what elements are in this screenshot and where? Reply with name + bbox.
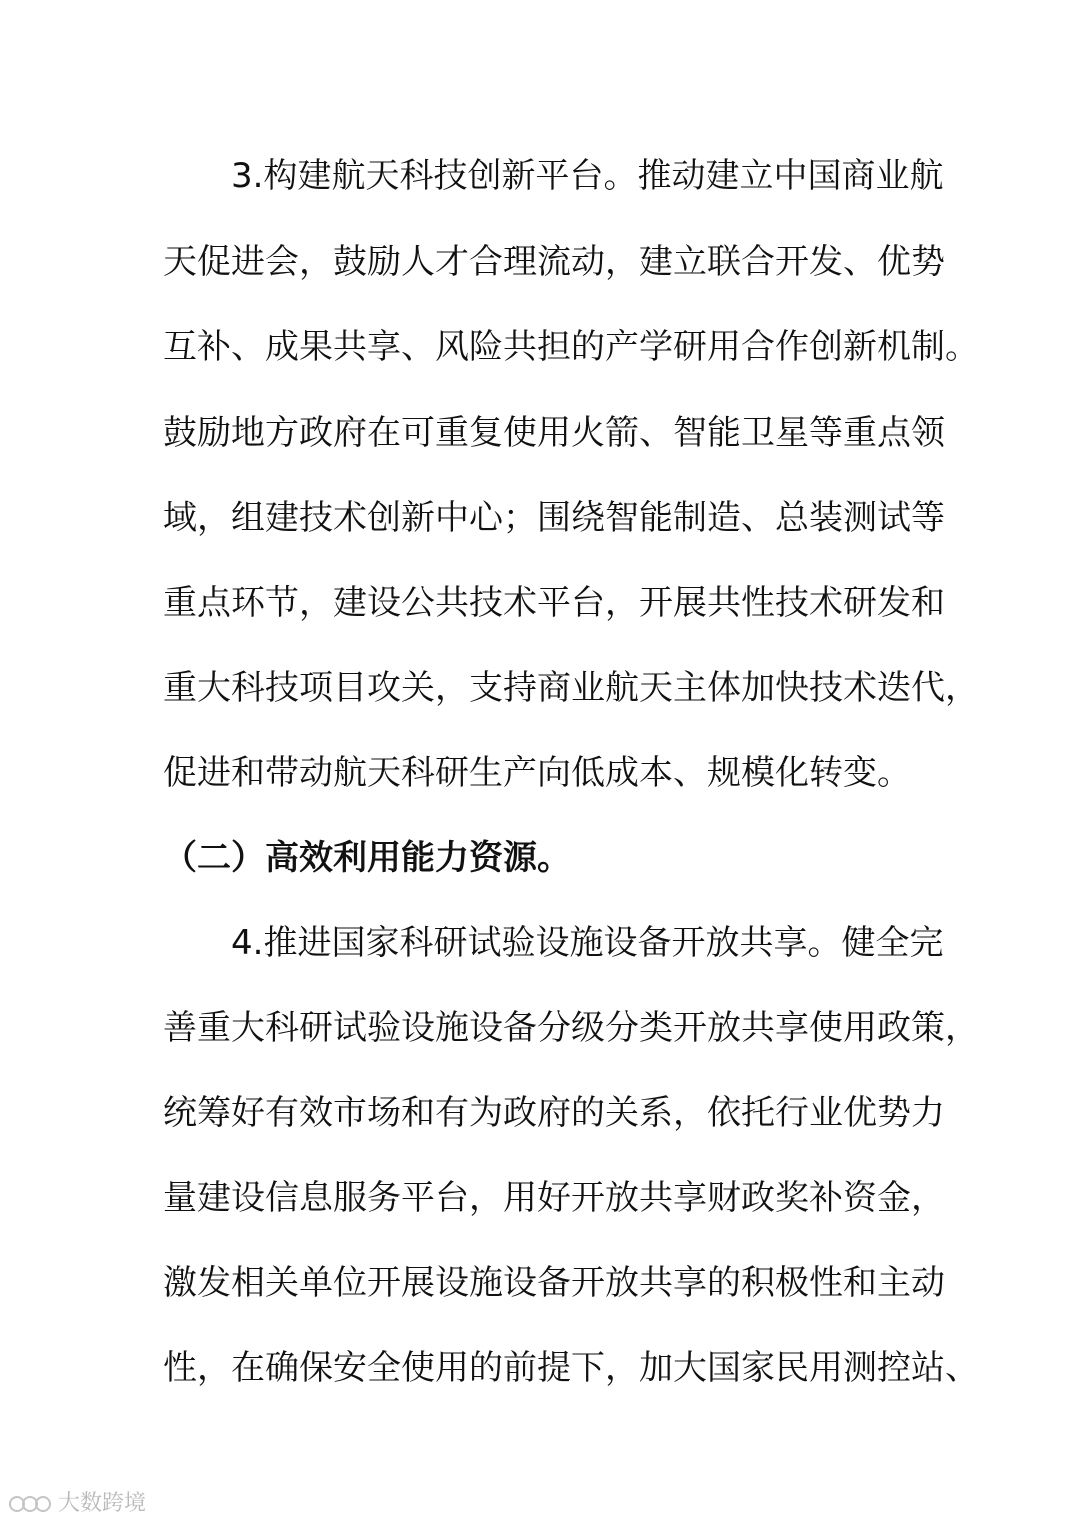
paragraph-line: 域，组建技术创新中心；围绕智能制造、总装测试等 xyxy=(163,498,945,538)
watermark xyxy=(8,1490,146,1518)
paragraph-line: 善重大科研试验设施设备分级分类开放共享使用政策， xyxy=(163,1008,979,1048)
watermark-text: 大数跨境 xyxy=(58,1491,147,1516)
paragraph-line: 统筹好有效市场和有为政府的关系，依托行业优势力 xyxy=(163,1093,945,1133)
paragraph-line: 天促进会，鼓励人才合理流动，建立联合开发、优势 xyxy=(163,242,945,282)
paragraph-line: 激发相关单位开展设施设备开放共享的积极性和主动 xyxy=(163,1263,945,1303)
section-heading: （二）高效利用能力资源。 xyxy=(163,838,571,878)
paragraph-line: 3.构建航天科技创新平台。推动建立中国商业航 xyxy=(163,156,944,196)
paragraph-line: 量建设信息服务平台，用好开放共享财政奖补资金， xyxy=(163,1178,945,1218)
watermark-logo-icon xyxy=(8,1492,54,1516)
paragraph-line: 重大科技项目攻关，支持商业航天主体加快技术迭代， xyxy=(163,668,979,708)
paragraph-line: 互补、成果共享、风险共担的产学研用合作创新机制。 xyxy=(163,327,979,367)
paragraph-line: 4.推进国家科研试验设施设备开放共享。健全完 xyxy=(163,923,944,963)
paragraph-line: 性，在确保安全使用的前提下，加大国家民用测控站、 xyxy=(163,1348,979,1388)
paragraph-line: 重点环节，建设公共技术平台，开展共性技术研发和 xyxy=(163,583,945,623)
paragraph-line: 促进和带动航天科研生产向低成本、规模化转变。 xyxy=(163,753,911,793)
paragraph-line: 鼓励地方政府在可重复使用火箭、智能卫星等重点领 xyxy=(163,413,945,453)
